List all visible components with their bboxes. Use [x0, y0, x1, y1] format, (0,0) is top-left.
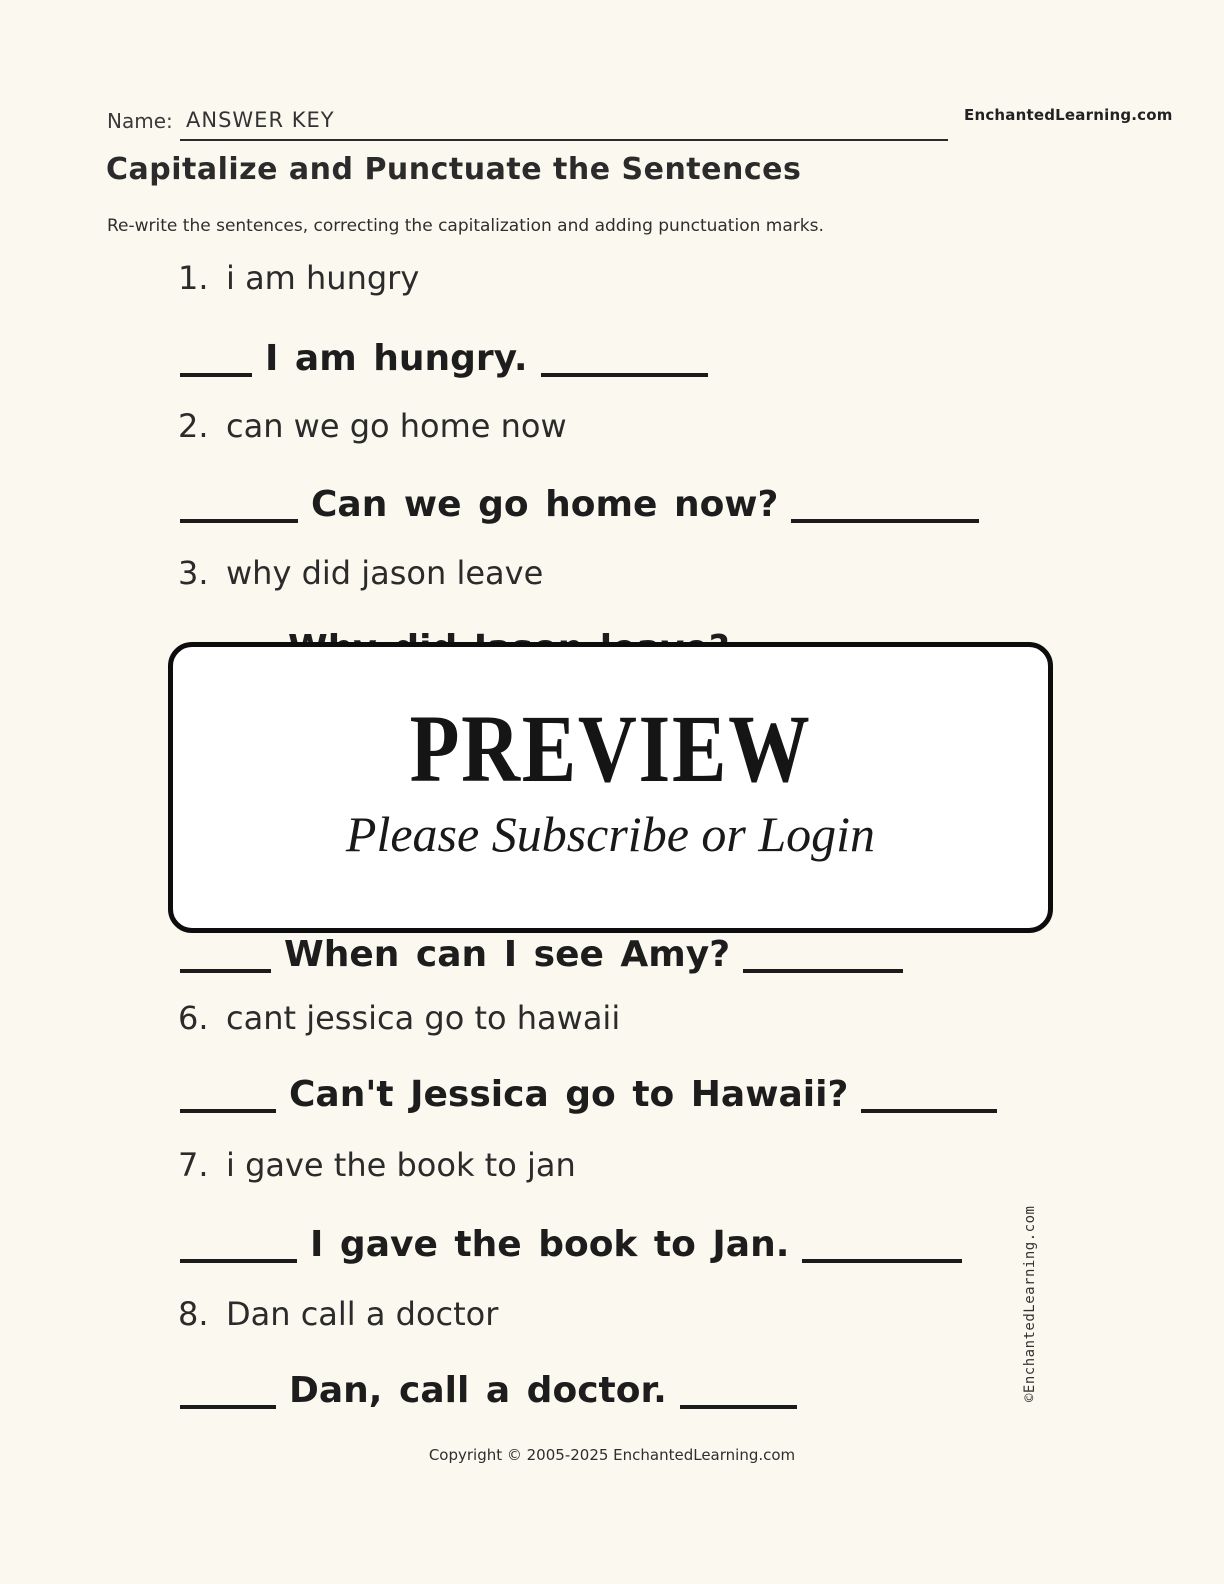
answer-text: I gave the book to Jan. — [310, 1224, 790, 1265]
question-text: can we go home now — [226, 407, 567, 445]
question-number: 6. — [178, 999, 209, 1037]
question-text: i gave the book to jan — [226, 1146, 576, 1184]
answer-blank-line — [861, 1109, 997, 1113]
question-text: i am hungry — [226, 259, 420, 297]
answer-blank-line — [180, 373, 252, 377]
answer-text: Dan, call a doctor. — [289, 1370, 667, 1411]
site-header-link[interactable]: EnchantedLearning.com — [964, 106, 1173, 124]
answer-blank-line — [180, 1109, 276, 1113]
question-row-3 — [178, 554, 543, 592]
answer-blank-line — [680, 1405, 797, 1409]
answer-row-6 — [180, 1074, 997, 1115]
answer-blank-line — [802, 1259, 962, 1263]
answer-text: Can we go home now? — [311, 484, 779, 525]
name-label: Name: — [107, 109, 173, 133]
answer-blank-line — [180, 1405, 276, 1409]
preview-subscribe-login-text[interactable]: Please Subscribe or Login — [345, 806, 876, 862]
preview-title: PREVIEW — [409, 695, 812, 802]
answer-row-8 — [180, 1370, 797, 1411]
instructions-text: Re-write the sentences, correcting the capitalization and adding punctuation marks. — [107, 216, 824, 236]
answer-row-7 — [180, 1224, 962, 1265]
answer-text: I am hungry. — [265, 338, 528, 379]
preview-overlay — [168, 642, 1053, 933]
answer-blank-line — [791, 519, 979, 523]
footer-copyright: Copyright © 2005-2025 EnchantedLearning.com — [428, 1446, 796, 1464]
question-number: 3. — [178, 554, 209, 592]
answer-blank-line — [180, 519, 298, 523]
answer-text: Can't Jessica go to Hawaii? — [289, 1074, 849, 1115]
answer-blank-line — [541, 373, 708, 377]
answer-row-2 — [180, 484, 979, 525]
side-copyright-vertical: ©EnchantedLearning.com — [1022, 1205, 1038, 1402]
page-title: Capitalize and Punctuate the Sentences — [106, 152, 802, 187]
question-row-1 — [178, 259, 419, 297]
question-number: 2. — [178, 407, 209, 445]
question-row-2 — [178, 407, 567, 445]
answer-blank-line — [743, 969, 903, 973]
question-row-6 — [178, 999, 620, 1037]
question-text: cant jessica go to hawaii — [226, 999, 621, 1037]
question-number: 7. — [178, 1146, 209, 1184]
name-field-value: ANSWER KEY — [186, 108, 335, 132]
question-number: 8. — [178, 1295, 209, 1333]
answer-row-1 — [180, 338, 708, 379]
question-row-8 — [178, 1295, 498, 1333]
answer-text: When can I see Amy? — [284, 934, 731, 975]
question-text: why did jason leave — [226, 554, 544, 592]
answer-blank-line — [180, 969, 271, 973]
question-number: 1. — [178, 259, 209, 297]
question-text: Dan call a doctor — [226, 1295, 499, 1333]
name-blank-line — [180, 139, 948, 141]
question-row-7 — [178, 1146, 576, 1184]
answer-row-5 — [180, 934, 903, 975]
answer-blank-line — [180, 1259, 297, 1263]
